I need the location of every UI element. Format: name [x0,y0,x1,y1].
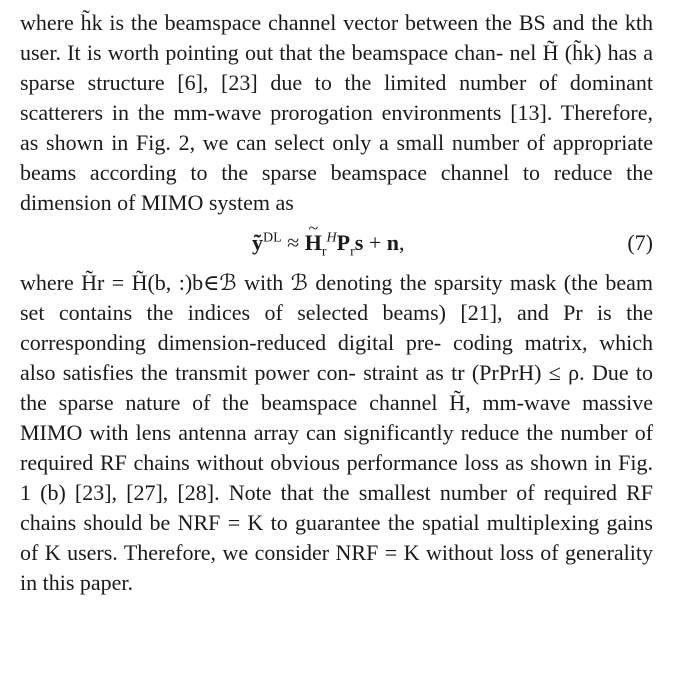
p2-line-12: NRF = K without loss of generality in this paper. [20,540,653,595]
p2-line-2: (the beam set contains the indices of selected beams) [21], [20,270,654,325]
p2-line-11: spatial multiplexing gains of K users. Therefore, we consider [20,510,653,565]
p2-line-3: and Pr is the corresponding dimension-reduced digital pre- [20,300,653,355]
p2-line-6: beamspace channel H̃, mm-wave massive MIMO with lens [20,390,653,445]
p2-line-1: where H̃r = H̃(b, :)b∈ℬ with ℬ denoting the sparsity mask [20,270,557,295]
p2-line-5: straint as tr (PrPrH) ≤ ρ. Due to the sparse nature of the [20,360,654,415]
eq-P: P [336,230,351,255]
eq-relation: ≈ [287,230,300,255]
p2-line-10: of required RF chains should be NRF = K to guarantee the [20,480,654,535]
equation-7 [20,228,653,262]
paragraph-sparsity [20,268,653,598]
eq-s: s [354,230,364,255]
p2-line-4: coding matrix, which also satisfies the transmit power con- [20,330,653,385]
p1-line-2: the kth user. It is worth pointing out that the beamspace chan- [20,10,654,65]
p1-line-8: MIMO system as [141,190,294,215]
p1-line-5: environments [13]. Therefore, as shown in Fig. 2, we can [20,100,653,155]
eq-P-sub: r [350,244,355,260]
eq-H-sub: r [321,244,327,260]
eq-lhs: ỹ [252,230,263,255]
p1-line-3: nel H̃ (h̃k) has a sparse structure [6], [23] due to the limited [20,40,654,95]
p1-line-6: select only a small number of appropriate beams according [20,130,653,185]
eq-n: n [386,230,400,255]
p2-line-8: RF chains without obvious performance loss as shown [99,450,588,475]
equation-number: (7) [627,230,653,255]
p2-line-7: antenna array can significantly reduce the number of required [20,420,654,475]
p1-line-4: number of dominant scatterers in the mm-wave prorogation [20,70,653,125]
p1-line-7: to the sparse beamspace channel to reduce the dimension of [20,160,654,215]
eq-lhs-sup: DL [263,230,282,246]
eq-trail: , [399,230,405,255]
eq-H: ~ H [305,228,322,258]
p1-line-1: where h̃k is the beamspace channel vector between the BS and [20,10,585,35]
paragraph-beamspace-intro [20,8,653,218]
eq-H-sup: H [326,230,337,246]
equation-7-body [252,228,405,258]
eq-plus: + [368,230,382,255]
p2-line-9: in Fig. 1 (b) [23], [27], [28]. Note that the smallest number [20,450,653,505]
